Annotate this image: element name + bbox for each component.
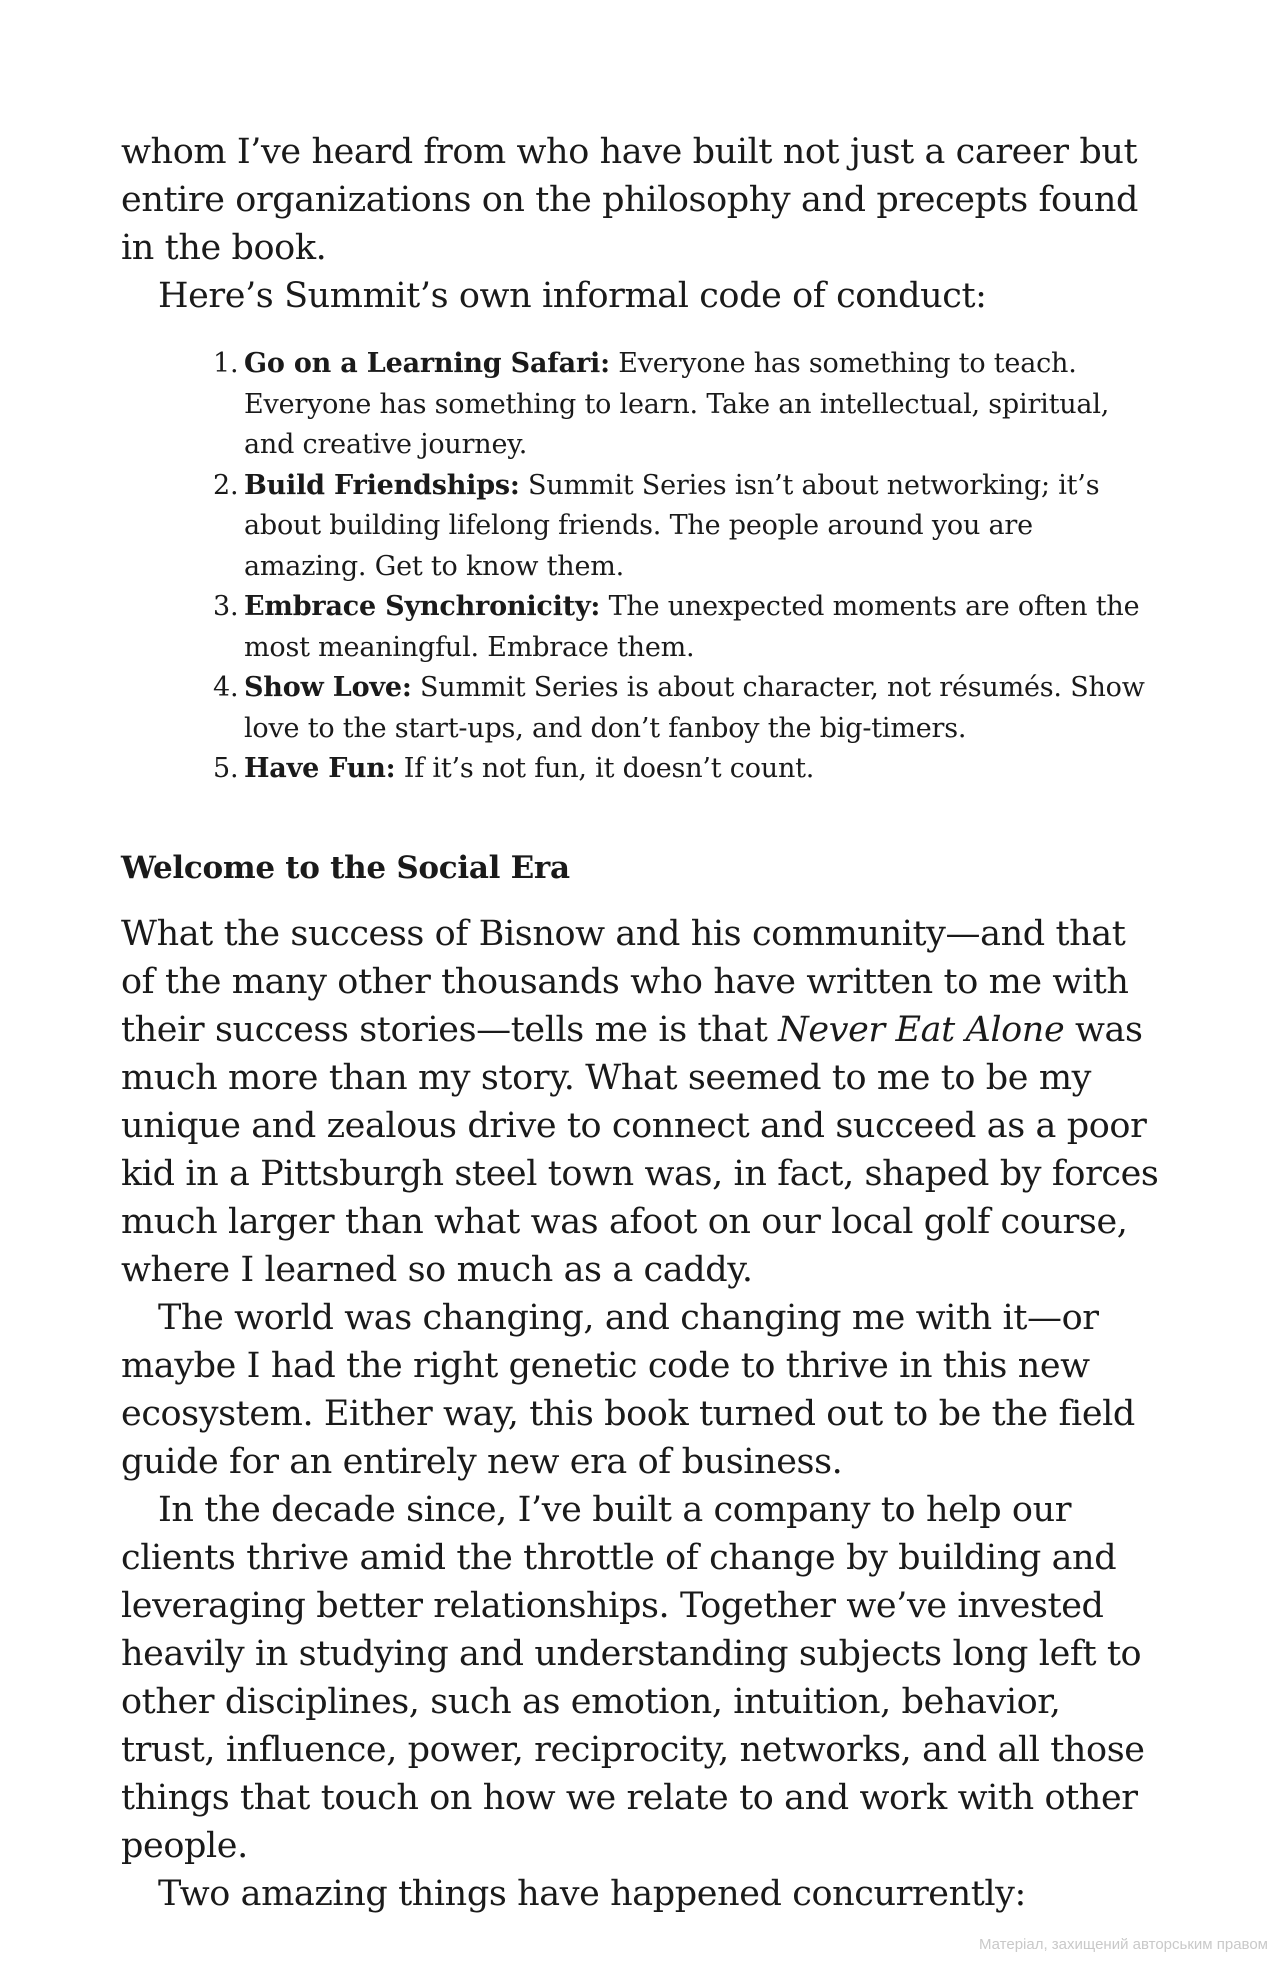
code-of-conduct-list: [121, 344, 1161, 790]
section-paragraph-3: In the decade since, I’ve built a company to help our clients thrive amid the throttle of change by building and leveraging better relationships. Together we’ve invested heavily in studying and understanding subjects long left to other disciplines, such as emotion, intuition, behavior, trust, influence, power, reciprocity, networks, and all those things that touch on how we relate to and work with other people.: [121, 1489, 1145, 1866]
section-heading: Welcome to the Social Era: [121, 849, 570, 886]
code-item: [213, 587, 1161, 668]
copyright-watermark: Матеріал, захищений авторським правом: [978, 1936, 1268, 1953]
intro-continuation-paragraph: whom I’ve heard from who have built not just a career but entire organizations on the philosophy and precepts found in the book.: [121, 132, 1138, 268]
section-paragraph-1: [121, 910, 1161, 1294]
code-item-text: If it’s not fun, it doesn’t count.: [395, 753, 815, 784]
code-item-number: 5.: [213, 753, 239, 784]
intro-block: [121, 128, 1161, 320]
code-item: [213, 344, 1161, 466]
code-item-text: Summit Series is about character, not résumés. Show love to the start-ups, and don’t fanboy the big-timers.: [244, 672, 1145, 744]
section-body: [121, 910, 1161, 1918]
code-item-term: Show Love:: [244, 672, 412, 703]
code-item-term: Build Friendships:: [244, 469, 520, 501]
code-lead-in-paragraph: Here’s Summit’s own informal code of conduct:: [158, 276, 987, 316]
code-item-text: Everyone has something to teach. Everyone has something to learn. Take an intellectual, spiritual, and creative journey.: [244, 348, 1110, 460]
book-page: [121, 128, 1161, 1918]
code-item: [213, 668, 1161, 749]
code-item-term: Embrace Synchronicity:: [244, 591, 601, 622]
code-item-number: 1.: [213, 348, 239, 379]
code-item-number: 4.: [213, 672, 239, 703]
section-paragraph-2: The world was changing, and changing me with it—or maybe I had the right genetic code to thrive in this new ecosystem. Either way, this book turned out to be the field guide for an entirely new era of business.: [121, 1297, 1135, 1482]
paragraph-text: What the success of Bisnow and his community—and that of the many other thousands who have written to me with their success stories—tells me is that: [121, 913, 1129, 1050]
code-item-number: 2.: [213, 469, 239, 501]
book-title: Never Eat Alone: [778, 1009, 1065, 1050]
code-item-term: Have Fun:: [244, 753, 396, 784]
section-paragraph-4: Two amazing things have happened concurrently:: [158, 1873, 1026, 1914]
paragraph-text: was much more than my story. What seemed to me to be my unique and zealous drive to connect and succeed as a poor kid in a Pittsburgh steel town was, in fact, shaped by forces much larger than what was afoot on our local golf course, where I learned so much as a caddy.: [121, 1009, 1159, 1290]
code-item-text: Summit Series isn’t about networking; it’s about building lifelong friends. The people around you are amazing. Get to know them.: [244, 469, 1100, 582]
code-item-term: Go on a Learning Safari:: [244, 348, 610, 379]
code-item-number: 3.: [213, 591, 239, 622]
code-item: [213, 466, 1161, 588]
code-item: [213, 749, 1161, 790]
code-item-text: The unexpected moments are often the most meaningful. Embrace them.: [244, 591, 1140, 663]
